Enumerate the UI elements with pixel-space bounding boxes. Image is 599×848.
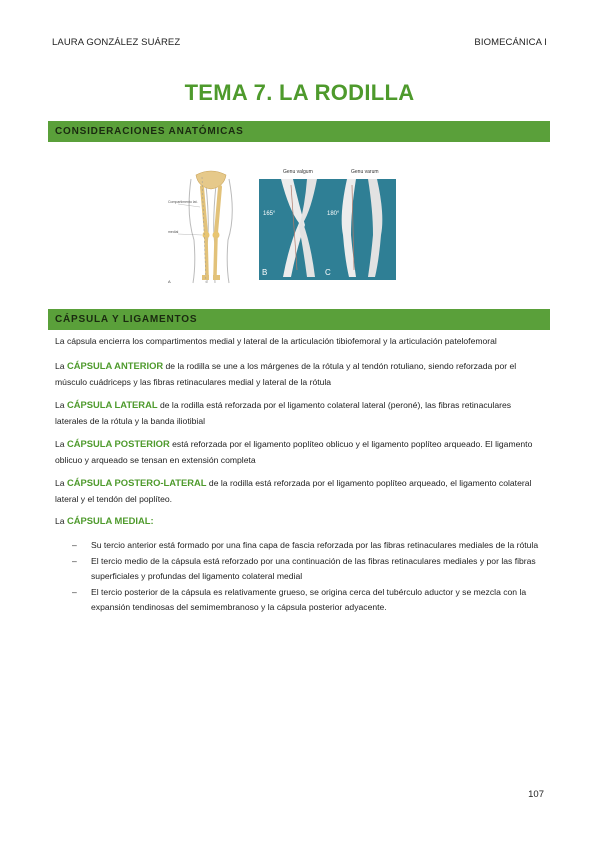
term-lateral-capsule: CÁPSULA LATERAL: [66, 399, 158, 410]
paragraph-posterior-capsule: La CÁPSULA POSTERIOR está reforzada por el ligamento poplíteo oblicuo y el ligamento poplíteo arqueado. El ligamento oblicuo y arqueado se tensan en extensión completa: [55, 438, 533, 465]
list-dash: –: [72, 556, 77, 566]
figure-label-c: C: [325, 268, 331, 277]
figure-label-genu-valgum: Genu valgum: [283, 169, 313, 175]
term-posterolateral-capsule: CÁPSULA POSTERO-LATERAL: [66, 477, 207, 488]
paragraph-medial-capsule: La CÁPSULA MEDIAL:: [55, 515, 154, 526]
list-item: – El tercio medio de la cápsula está reforzado por una continuación de las fibras retinaculares mediales y por las fibras superficiales y profundas del ligamento colateral medial: [72, 556, 536, 581]
list-dash: –: [72, 587, 77, 597]
section-heading-capsule: CÁPSULA Y LIGAMENTOS: [48, 309, 550, 330]
term-posterior-capsule: CÁPSULA POSTERIOR: [66, 438, 170, 449]
figure-label-b: B: [262, 268, 268, 277]
figure-label-angle-180: 180°: [327, 211, 340, 217]
term-medial-capsule: CÁPSULA MEDIAL:: [66, 515, 154, 526]
figure-label-genu-varum: Genu varum: [351, 169, 379, 175]
list-item: – El tercio posterior de la cápsula es relativamente grueso, se origina cerca del tubérculo aductor y se mezcla con la expansión tendinosas del semimembranoso y la cápsula posterior adyacente.: [72, 587, 527, 612]
section-heading-anatomy: CONSIDERACIONES ANATÓMICAS: [48, 121, 550, 142]
term-anterior-capsule: CÁPSULA ANTERIOR: [66, 360, 164, 371]
paragraph-posterolateral-capsule: La CÁPSULA POSTERO-LATERAL de la rodilla está reforzada por el ligamento poplíteo arqueado, el ligamento colateral lateral y el tendón del poplíteo.: [55, 477, 532, 504]
figure-label-medial: medial: [168, 230, 179, 234]
list-dash: –: [72, 540, 77, 550]
figure-label-a: A: [168, 279, 171, 284]
paragraph-anterior-capsule: La CÁPSULA ANTERIOR de la rodilla se une a los márgenes de la rótula y al tendón rotuliano, siendo reforzada por el músculo cuádriceps y las fibras retinaculares medial y lateral de la rótula: [55, 360, 517, 387]
page-number: 107: [528, 789, 544, 800]
header-subject: BIOMECÁNICA I: [474, 37, 547, 48]
header-author: LAURA GONZÁLEZ SUÁREZ: [52, 37, 181, 48]
page-title: TEMA 7. LA RODILLA: [184, 80, 415, 105]
skeleton-legs-figure: [166, 165, 254, 287]
figure-label-compartment: Compartimento lat.: [168, 200, 198, 204]
medial-capsule-list: [72, 538, 545, 616]
genu-valgum-varum-figure: [259, 165, 396, 280]
paragraph-capsule-intro: La cápsula encierra los compartimentos medial y lateral de la articulación tibiofemoral y la articulación patelofemoral: [55, 336, 497, 346]
list-item: – Su tercio anterior está formado por una fina capa de fascia reforzada por las fibras retinaculares mediales de la rótula: [72, 538, 545, 553]
paragraph-lateral-capsule: La CÁPSULA LATERAL de la rodilla está reforzada por el ligamento colateral lateral (peroné), las fibras retinaculares laterales de la rótula y la banda iliotibial: [55, 399, 512, 426]
figure-label-angle-165: 165°: [263, 211, 276, 217]
